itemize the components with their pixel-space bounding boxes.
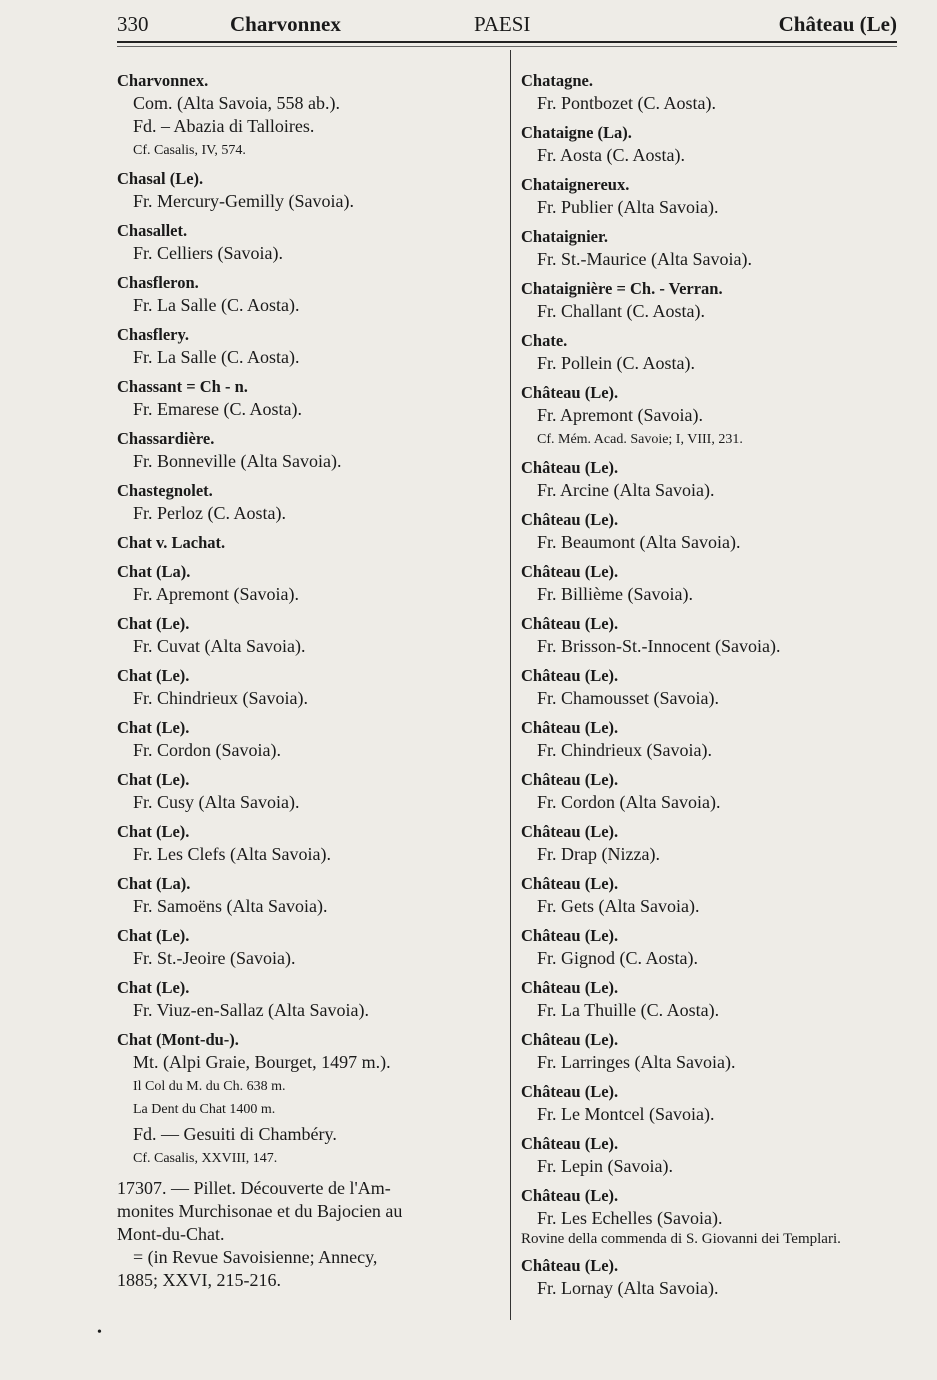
entry-headword: Château (Le). bbox=[521, 383, 619, 402]
gazetteer-entry bbox=[521, 278, 906, 323]
gazetteer-entry bbox=[117, 532, 502, 554]
gazetteer-entry bbox=[521, 174, 906, 219]
header-rule bbox=[117, 41, 897, 43]
entry-headword: Château (Le). bbox=[521, 1186, 619, 1205]
entry-headword: Chassant = Ch - n. bbox=[117, 377, 248, 396]
entry-location: Fr. Apremont (Savoia). bbox=[537, 405, 703, 425]
entry-headword: Chate. bbox=[521, 331, 568, 350]
gazetteer-entry bbox=[521, 873, 906, 918]
gazetteer-entry bbox=[521, 122, 906, 167]
entry-location: Fr. Chamousset (Savoia). bbox=[537, 688, 719, 708]
entry-headword: Chataigne (La). bbox=[521, 123, 632, 142]
entry-location: Mt. (Alpi Graie, Bourget, 1497 m.). bbox=[133, 1052, 391, 1072]
entry-location: Fr. Cordon (Savoia). bbox=[133, 740, 281, 760]
biblio-line: = (in Revue Savoisienne; Annecy, bbox=[133, 1247, 378, 1267]
gazetteer-entry bbox=[521, 457, 906, 502]
entry-location: Fd. — Gesuiti di Chambéry. bbox=[133, 1124, 337, 1144]
entry-location: Fr. Lornay (Alta Savoia). bbox=[537, 1278, 719, 1298]
entry-location: Fr. Viuz-en-Sallaz (Alta Savoia). bbox=[133, 1000, 370, 1020]
gazetteer-entry bbox=[117, 977, 502, 1022]
gazetteer-entry bbox=[117, 324, 502, 369]
gazetteer-entry bbox=[521, 769, 906, 814]
gazetteer-entry bbox=[117, 717, 502, 762]
entry-note: Il Col du M. du Ch. 638 m. bbox=[133, 1079, 286, 1094]
entry-location: Fr. Beaumont (Alta Savoia). bbox=[537, 532, 741, 552]
entry-headword: Chat (Le). bbox=[117, 926, 190, 945]
entry-note: Cf. Mém. Acad. Savoie; I, VIII, 231. bbox=[537, 432, 743, 447]
entry-headword: Château (Le). bbox=[521, 1030, 619, 1049]
gazetteer-entry bbox=[521, 1029, 906, 1074]
entry-location: Fr. Billième (Savoia). bbox=[537, 584, 693, 604]
entry-location: Fr. Brisson-St.-Innocent (Savoia). bbox=[537, 636, 781, 656]
entry-headword: Château (Le). bbox=[521, 1256, 619, 1275]
entry-location: Fr. Gets (Alta Savoia). bbox=[537, 896, 700, 916]
biblio-line: 17307. — Pillet. Découverte de l'Am- bbox=[117, 1178, 391, 1198]
entry-headword: Chat (Le). bbox=[117, 718, 190, 737]
entry-headword: Château (Le). bbox=[521, 978, 619, 997]
entry-headword: Chastegnolet. bbox=[117, 481, 213, 500]
entry-location: Fr. Emarese (C. Aosta). bbox=[133, 399, 302, 419]
entry-headword: Château (Le). bbox=[521, 510, 619, 529]
header-right-word: Château (Le) bbox=[778, 12, 897, 36]
entry-headword: Chassardière. bbox=[117, 429, 215, 448]
entry-location: Fr. Drap (Nizza). bbox=[537, 844, 660, 864]
left-column bbox=[117, 70, 502, 1292]
entry-headword: Chat (Le). bbox=[117, 614, 190, 633]
entry-location: Fr. Chindrieux (Savoia). bbox=[537, 740, 712, 760]
entry-headword: Château (Le). bbox=[521, 874, 619, 893]
entry-location: Fr. Chindrieux (Savoia). bbox=[133, 688, 308, 708]
entry-location: Fr. Les Echelles (Savoia). bbox=[537, 1208, 723, 1228]
entry-location: Fr. Publier (Alta Savoia). bbox=[537, 197, 719, 217]
entry-headword: Château (Le). bbox=[521, 1082, 619, 1101]
entry-headword: Château (Le). bbox=[521, 458, 619, 477]
header-left-word: Charvonnex bbox=[230, 12, 341, 36]
entry-location: Fr. St.-Jeoire (Savoia). bbox=[133, 948, 296, 968]
gazetteer-entry bbox=[117, 925, 502, 970]
gazetteer-entry bbox=[117, 376, 502, 421]
header-rule-thin bbox=[117, 46, 897, 47]
entry-note: La Dent du Chat 1400 m. bbox=[133, 1102, 276, 1117]
entry-note: Cf. Casalis, IV, 574. bbox=[133, 143, 246, 158]
gazetteer-entry bbox=[117, 480, 502, 525]
gazetteer-entry bbox=[117, 821, 502, 866]
entry-headword: Chasallet. bbox=[117, 221, 188, 240]
gazetteer-entry bbox=[117, 613, 502, 658]
entry-headword: Chatagne. bbox=[521, 71, 593, 90]
gazetteer-entry bbox=[117, 873, 502, 918]
entry-headword: Château (Le). bbox=[521, 926, 619, 945]
gazetteer-entry bbox=[521, 1133, 906, 1178]
entry-location: Fr. Le Montcel (Savoia). bbox=[537, 1104, 715, 1124]
entry-headword: Château (Le). bbox=[521, 614, 619, 633]
entry-headword: Chat (Le). bbox=[117, 770, 190, 789]
entry-location: Fr. La Salle (C. Aosta). bbox=[133, 347, 300, 367]
entry-location: Fr. Pontbozet (C. Aosta). bbox=[537, 93, 716, 113]
gazetteer-entry bbox=[117, 168, 502, 213]
entry-headword: Chasflery. bbox=[117, 325, 189, 344]
page-number: 330 bbox=[117, 12, 149, 36]
entry-headword: Château (Le). bbox=[521, 1134, 619, 1153]
bibliography-entry bbox=[117, 1177, 502, 1292]
entry-location: Fr. Arcine (Alta Savoia). bbox=[537, 480, 715, 500]
gazetteer-entry bbox=[521, 1081, 906, 1126]
entry-headword: Charvonnex. bbox=[117, 71, 209, 90]
gazetteer-entry bbox=[521, 382, 906, 450]
gazetteer-entry bbox=[521, 330, 906, 375]
gazetteer-entry bbox=[521, 821, 906, 866]
gazetteer-entry bbox=[521, 561, 906, 606]
entry-headword: Chat (La). bbox=[117, 874, 191, 893]
entry-headword: Chat (Le). bbox=[117, 666, 190, 685]
entry-location: Fr. Aosta (C. Aosta). bbox=[537, 145, 686, 165]
gazetteer-entry bbox=[117, 70, 502, 161]
gazetteer-entry bbox=[117, 1029, 502, 1169]
gazetteer-entry bbox=[521, 977, 906, 1022]
gazetteer-entry bbox=[521, 226, 906, 271]
entry-location: Fr. Celliers (Savoia). bbox=[133, 243, 283, 263]
gazetteer-entry bbox=[521, 665, 906, 710]
gazetteer-entry bbox=[521, 925, 906, 970]
entry-location: Fr. Lepin (Savoia). bbox=[537, 1156, 673, 1176]
gazetteer-entry bbox=[117, 272, 502, 317]
entry-headword: Château (Le). bbox=[521, 770, 619, 789]
page-footer-mark: • bbox=[97, 1325, 102, 1340]
gazetteer-entry bbox=[521, 1185, 906, 1248]
entry-location: Fr. Larringes (Alta Savoia). bbox=[537, 1052, 736, 1072]
page-header bbox=[117, 8, 897, 42]
gazetteer-entry bbox=[521, 1255, 906, 1300]
entry-headword: Chataignière = Ch. - Verran. bbox=[521, 279, 723, 298]
gazetteer-entry bbox=[521, 613, 906, 658]
entry-location: Fr. La Salle (C. Aosta). bbox=[133, 295, 300, 315]
gazetteer-entry bbox=[117, 665, 502, 710]
entry-location: Fr. Pollein (C. Aosta). bbox=[537, 353, 696, 373]
entry-headword: Chataignier. bbox=[521, 227, 608, 246]
entry-location: Fr. Samoëns (Alta Savoia). bbox=[133, 896, 328, 916]
entry-location: Fr. Les Clefs (Alta Savoia). bbox=[133, 844, 331, 864]
header-section: PAESI bbox=[474, 12, 531, 36]
entry-location: Fr. Cusy (Alta Savoia). bbox=[133, 792, 300, 812]
entry-location: Fr. Apremont (Savoia). bbox=[133, 584, 299, 604]
entry-location: Com. (Alta Savoia, 558 ab.). bbox=[133, 93, 340, 113]
gazetteer-entry bbox=[117, 769, 502, 814]
entry-location: Fr. La Thuille (C. Aosta). bbox=[537, 1000, 720, 1020]
column-divider bbox=[510, 50, 511, 1320]
entry-location: Fr. Mercury-Gemilly (Savoia). bbox=[133, 191, 354, 211]
entry-headword: Chat (Mont-du-). bbox=[117, 1030, 239, 1049]
gazetteer-entry bbox=[117, 428, 502, 473]
entry-headword: Chat (La). bbox=[117, 562, 191, 581]
gazetteer-entry bbox=[521, 717, 906, 762]
entry-headword: Chataignereux. bbox=[521, 175, 630, 194]
entry-location: Fr. Perloz (C. Aosta). bbox=[133, 503, 286, 523]
biblio-line: 1885; XXVI, 215-216. bbox=[117, 1270, 281, 1290]
entry-headword: Chat (Le). bbox=[117, 978, 190, 997]
entry-headword: Château (Le). bbox=[521, 718, 619, 737]
entry-location: Fr. Challant (C. Aosta). bbox=[537, 301, 705, 321]
gazetteer-entry bbox=[117, 220, 502, 265]
entry-headword: Château (Le). bbox=[521, 666, 619, 685]
entry-location: Fr. Bonneville (Alta Savoia). bbox=[133, 451, 342, 471]
gazetteer-entry bbox=[521, 509, 906, 554]
entry-headword: Chasal (Le). bbox=[117, 169, 204, 188]
gazetteer-entry bbox=[117, 561, 502, 606]
entry-location: Fr. Cuvat (Alta Savoia). bbox=[133, 636, 306, 656]
entry-location: Fd. – Abazia di Talloires. bbox=[133, 116, 315, 136]
entry-location: Fr. St.-Maurice (Alta Savoia). bbox=[537, 249, 752, 269]
biblio-line: monites Murchisonae et du Bajocien au bbox=[117, 1201, 403, 1221]
entry-headword: Château (Le). bbox=[521, 822, 619, 841]
entry-location: Fr. Gignod (C. Aosta). bbox=[537, 948, 699, 968]
entry-location: Fr. Cordon (Alta Savoia). bbox=[537, 792, 721, 812]
entry-remark: Rovine della commenda di S. Giovanni dei Templari. bbox=[521, 1231, 841, 1247]
entry-headword: Chat (Le). bbox=[117, 822, 190, 841]
right-column bbox=[521, 70, 906, 1307]
gazetteer-entry bbox=[521, 70, 906, 115]
entry-headword: Château (Le). bbox=[521, 562, 619, 581]
biblio-line: Mont-du-Chat. bbox=[117, 1224, 225, 1244]
entry-headword: Chat v. Lachat. bbox=[117, 533, 226, 552]
entry-note: Cf. Casalis, XXVIII, 147. bbox=[133, 1151, 278, 1166]
entry-headword: Chasfleron. bbox=[117, 273, 199, 292]
